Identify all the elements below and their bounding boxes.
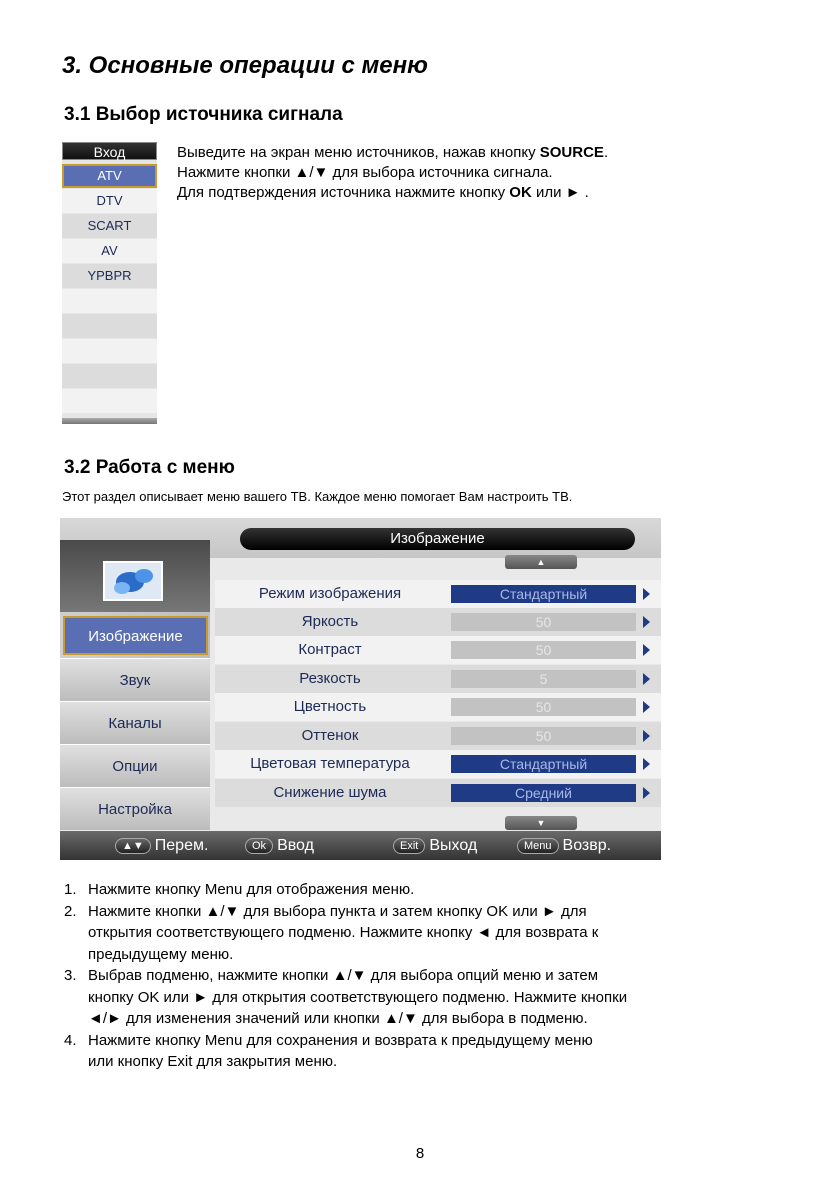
menu-key-icon: Menu (517, 838, 559, 854)
section-3-1-title: 3.1 Выбор источника сигнала (64, 104, 343, 125)
list-item: 3. Выбрав подменю, нажмите кнопки ▲/▼ для выбора опций меню и затем (64, 967, 599, 984)
row-value[interactable]: 50 (451, 698, 636, 716)
list-item-continued: ◄/► для изменения значений или кнопки ▲/▼ для выбора в подменю. (88, 1010, 588, 1027)
picture-icon (100, 556, 170, 606)
sidebar-item-picture[interactable]: Изображение (63, 616, 208, 655)
list-item-continued: или кнопку Exit для закрытия меню. (88, 1053, 338, 1070)
source-empty-row (62, 389, 157, 413)
source-menu-header: Вход (62, 142, 157, 160)
list-item-continued: предыдущему меню. (88, 945, 234, 963)
source-item-atv[interactable]: ATV (62, 164, 157, 188)
menu-row-color-temp[interactable] (215, 750, 661, 778)
hint-enter: Ok Ввод (245, 835, 314, 857)
source-empty-row (62, 314, 157, 338)
arrow-right-icon[interactable] (643, 758, 650, 770)
source-item-av[interactable]: AV (62, 239, 157, 263)
source-item-dtv[interactable]: DTV (62, 189, 157, 213)
tv-picture-menu (60, 518, 661, 860)
row-label: Яркость (301, 613, 359, 630)
row-label: Цветовая температура (250, 755, 410, 772)
row-label: Снижение шума (273, 784, 387, 801)
page-heading: 3. Основные операции с меню (62, 52, 428, 79)
source-empty-row (62, 289, 157, 313)
source-empty-row (62, 339, 157, 363)
menu-row-noise-reduction[interactable] (215, 779, 661, 807)
scroll-up-button[interactable]: ▲ (505, 555, 577, 569)
hint-move: ▲▼ Перем. (115, 835, 208, 857)
sidebar-item-options[interactable]: Опции (60, 744, 210, 787)
section-3-2-title: 3.2 Работа с меню (64, 457, 235, 478)
arrow-right-icon[interactable] (643, 701, 650, 713)
source-empty-row (62, 364, 157, 388)
menu-row-brightness[interactable] (215, 608, 661, 636)
arrow-right-icon[interactable] (643, 588, 650, 600)
updown-key-icon: ▲▼ (115, 838, 151, 854)
row-label: Резкость (299, 670, 361, 687)
ok-key-icon: Ok (245, 838, 273, 854)
row-label: Контраст (298, 641, 362, 658)
row-label: Оттенок (301, 727, 359, 744)
source-item-scart[interactable]: SCART (62, 214, 157, 238)
menu-row-contrast[interactable] (215, 636, 661, 664)
scroll-down-button[interactable]: ▼ (505, 816, 577, 830)
list-item: 4. Нажмите кнопку Menu для сохранения и возврата к предыдущему меню (64, 1031, 593, 1049)
menu-hint-bar (60, 831, 661, 860)
menu-sidebar (60, 540, 210, 830)
arrow-right-icon[interactable] (643, 787, 650, 799)
list-item: 2. Нажмите кнопки ▲/▼ для выбора пункта и затем кнопку OK или ► для (64, 902, 587, 920)
exit-key-icon: Exit (393, 838, 425, 854)
text-line: Для подтверждения источника нажмите кнопку OK или ► . (177, 184, 589, 201)
text-line: Выведите на экран меню источников, нажав кнопку SOURCE. (177, 144, 609, 161)
row-value[interactable]: 50 (451, 613, 636, 631)
row-value[interactable]: Стандартный (451, 755, 636, 773)
source-item-ypbpr[interactable]: YPBPR (62, 264, 157, 288)
arrow-right-icon[interactable] (643, 644, 650, 656)
section-3-2-desc: Этот раздел описывает меню вашего ТВ. Каждое меню помогает Вам настроить ТВ. (62, 489, 573, 504)
row-value[interactable]: Стандартный (451, 585, 636, 603)
arrow-right-icon[interactable] (643, 616, 650, 628)
sidebar-item-channels[interactable]: Каналы (60, 701, 210, 744)
menu-row-tint[interactable] (215, 722, 661, 750)
row-value[interactable]: 5 (451, 670, 636, 688)
page-number: 8 (415, 1145, 425, 1162)
list-item-continued: открытия соответствующего подменю. Нажмите кнопку ◄ для возврата к (88, 924, 599, 941)
menu-icon-area (60, 540, 210, 612)
section-3-1-text (177, 143, 608, 203)
menu-title: Изображение (240, 528, 635, 550)
steps-list (64, 879, 627, 1073)
row-label: Цветность (293, 698, 367, 715)
source-menu (62, 142, 157, 424)
menu-row-picture-mode[interactable] (215, 580, 661, 608)
list-item: 1. Нажмите кнопку Menu для отображения меню. (64, 881, 415, 898)
hint-back: Menu Возвр. (517, 835, 611, 857)
list-item-continued: кнопку OK или ► для открытия соответствующего подменю. Нажмите кнопки (88, 988, 628, 1006)
row-value[interactable]: 50 (451, 727, 636, 745)
row-label: Режим изображения (258, 585, 402, 602)
sidebar-item-sound[interactable]: Звук (60, 658, 210, 701)
arrow-right-icon[interactable] (643, 730, 650, 742)
row-value[interactable]: 50 (451, 641, 636, 659)
menu-row-sharpness[interactable] (215, 665, 661, 693)
row-value[interactable]: Средний (451, 784, 636, 802)
arrow-right-icon[interactable] (643, 673, 650, 685)
menu-row-color[interactable] (215, 693, 661, 721)
source-menu-footer (62, 418, 157, 424)
text-line: Нажмите кнопки ▲/▼ для выбора источника сигнала. (177, 164, 553, 181)
hint-exit: Exit Выход (393, 835, 477, 857)
sidebar-item-setup[interactable]: Настройка (60, 787, 210, 830)
